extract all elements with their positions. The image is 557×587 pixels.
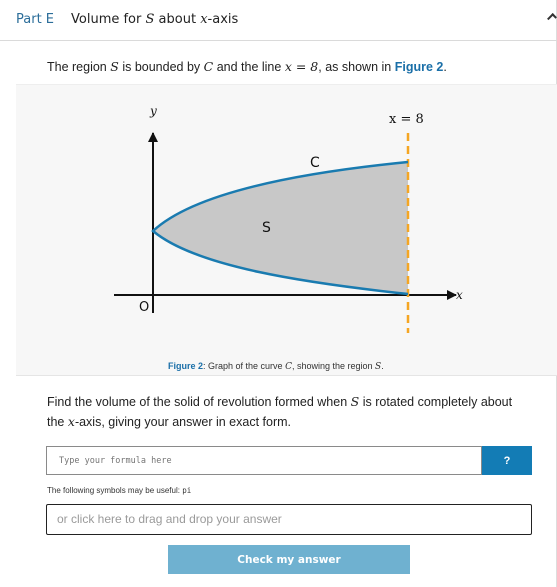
question-text-1: Find the volume of the solid of revolution formed when bbox=[47, 395, 348, 409]
intro-text-2: is bounded by bbox=[122, 60, 201, 74]
question-text-2: is rotated completely about the bbox=[47, 395, 513, 429]
figure-2-graph bbox=[16, 85, 557, 377]
region-s-fill bbox=[153, 162, 408, 294]
caption-var-c: C bbox=[285, 362, 292, 372]
caption-figure-label: Figure 2 bbox=[168, 361, 204, 371]
intro-var-s: S bbox=[110, 59, 119, 74]
caption-text-2: , showing the region bbox=[291, 361, 373, 371]
curve-label: C bbox=[310, 155, 320, 171]
part-title-axis-var: x bbox=[200, 12, 208, 27]
part-label: Part E bbox=[16, 12, 55, 27]
intro-var-c: C bbox=[203, 59, 214, 74]
intro-text-4: , as shown in bbox=[318, 60, 392, 74]
part-title bbox=[71, 12, 238, 27]
intro-text-1: The region bbox=[47, 60, 107, 74]
figure-2 bbox=[16, 84, 557, 376]
part-title-suffix: -axis bbox=[207, 12, 239, 27]
collapse-caret-icon[interactable] bbox=[547, 13, 557, 23]
intro-text bbox=[47, 59, 447, 74]
part-title-var: S bbox=[145, 12, 155, 27]
intro-equation: x = 8 bbox=[284, 59, 319, 74]
caption-text-1: : Graph of the curve bbox=[203, 361, 283, 371]
question-var-s: S bbox=[350, 394, 360, 409]
caption-text-3: . bbox=[381, 361, 384, 371]
question-var-x: x bbox=[67, 414, 75, 429]
caption-var-s: S bbox=[375, 362, 382, 372]
region-label: S bbox=[262, 220, 271, 236]
symbols-hint-text: The following symbols may be useful: bbox=[47, 486, 180, 495]
y-axis-label: y bbox=[150, 104, 157, 118]
x-axis-label: x bbox=[456, 288, 463, 302]
check-answer-button[interactable]: Check my answer bbox=[168, 545, 410, 574]
line-label: x = 8 bbox=[389, 112, 424, 127]
symbols-hint bbox=[47, 486, 191, 495]
part-title-prefix: Volume for bbox=[71, 12, 142, 27]
figure-caption bbox=[168, 361, 384, 372]
formula-input[interactable] bbox=[46, 446, 482, 475]
help-button[interactable]: ? bbox=[482, 446, 532, 475]
question-text bbox=[47, 392, 527, 432]
symbols-hint-value: pi bbox=[182, 486, 192, 495]
formula-row bbox=[46, 446, 532, 475]
question-text-3: -axis, giving your answer in exact form. bbox=[74, 415, 291, 429]
figure-2-link[interactable]: Figure 2 bbox=[394, 60, 444, 74]
intro-text-3: and the line bbox=[216, 60, 282, 74]
origin-label: O bbox=[139, 300, 150, 315]
part-title-mid: about bbox=[158, 12, 197, 27]
part-header[interactable] bbox=[0, 0, 557, 41]
intro-text-5: . bbox=[443, 60, 447, 74]
answer-drop-zone[interactable]: or click here to drag and drop your answer bbox=[46, 504, 532, 535]
